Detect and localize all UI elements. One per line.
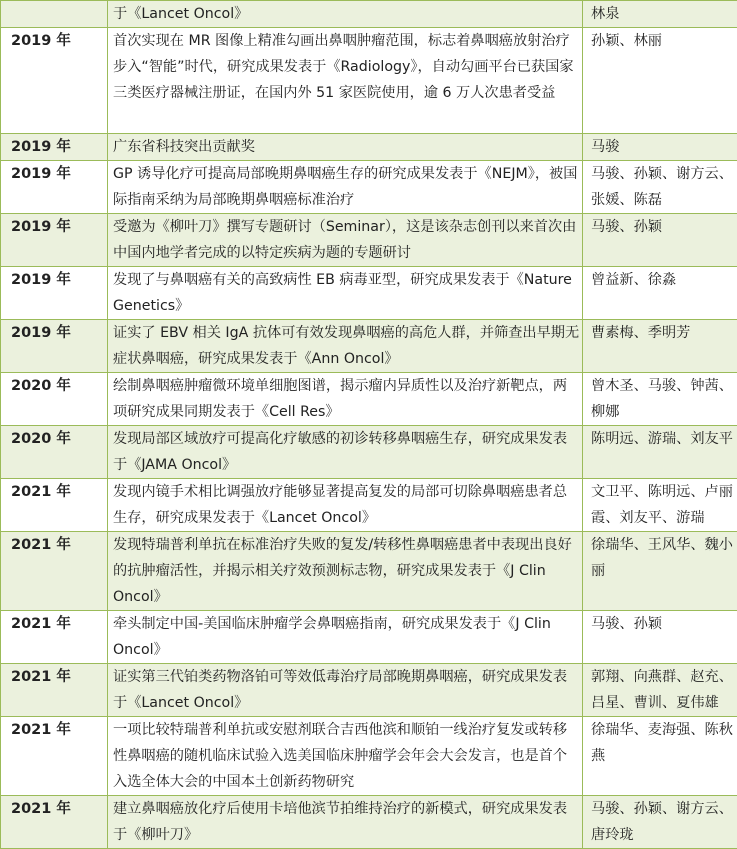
people-cell: 徐瑞华、麦海强、陈秋燕 xyxy=(583,717,737,796)
achievements-table-body xyxy=(1,1,737,849)
year-cell: 2019 年 xyxy=(1,161,108,214)
description-cell: 发现内镜手术相比调强放疗能够显著提高复发的局部可切除鼻咽癌患者总生存，研究成果发表于《Lancet Oncol》 xyxy=(108,479,583,532)
year-cell: 2019 年 xyxy=(1,320,108,373)
description-cell: 建立鼻咽癌放化疗后使用卡培他滨节拍维持治疗的新模式，研究成果发表于《柳叶刀》 xyxy=(108,796,583,849)
year-cell: 2021 年 xyxy=(1,479,108,532)
people-cell: 马骏 xyxy=(583,134,737,161)
table-row xyxy=(1,1,737,28)
year-cell: 2021 年 xyxy=(1,717,108,796)
people-cell: 曾木圣、马骏、钟茜、柳娜 xyxy=(583,373,737,426)
year-cell: 2021 年 xyxy=(1,796,108,849)
description-cell: 证实第三代铂类药物洛铂可等效低毒治疗局部晚期鼻咽癌，研究成果发表于《Lancet Oncol》 xyxy=(108,664,583,717)
table-row xyxy=(1,134,737,161)
year-cell: 2020 年 xyxy=(1,426,108,479)
year-cell: 2019 年 xyxy=(1,28,108,134)
table-row xyxy=(1,214,737,267)
year-cell: 2019 年 xyxy=(1,134,108,161)
year-cell: 2021 年 xyxy=(1,611,108,664)
people-cell: 曾益新、徐淼 xyxy=(583,267,737,320)
table-row xyxy=(1,320,737,373)
people-cell: 马骏、孙颖 xyxy=(583,611,737,664)
description-cell: 受邀为《柳叶刀》撰写专题研讨（Seminar），这是该杂志创刊以来首次由中国内地学者完成的以特定疾病为题的专题研讨 xyxy=(108,214,583,267)
people-cell: 林泉 xyxy=(583,1,737,28)
description-cell: GP 诱导化疗可提高局部晚期鼻咽癌生存的研究成果发表于《NEJM》，被国际指南采纳为局部晚期鼻咽癌标准治疗 xyxy=(108,161,583,214)
year-cell: 2021 年 xyxy=(1,532,108,611)
table-row xyxy=(1,267,737,320)
people-cell: 曹素梅、季明芳 xyxy=(583,320,737,373)
table-row xyxy=(1,161,737,214)
table-row xyxy=(1,532,737,611)
year-cell: 2019 年 xyxy=(1,214,108,267)
description-cell: 发现了与鼻咽癌有关的高致病性 EB 病毒亚型，研究成果发表于《Nature Genetics》 xyxy=(108,267,583,320)
description-cell: 发现特瑞普利单抗在标准治疗失败的复发/转移性鼻咽癌患者中表现出良好的抗肿瘤活性，并揭示相关疗效预测标志物，研究成果发表于《J Clin Oncol》 xyxy=(108,532,583,611)
people-cell: 徐瑞华、王风华、魏小丽 xyxy=(583,532,737,611)
year-cell xyxy=(1,1,108,28)
table-row xyxy=(1,28,737,134)
table-row xyxy=(1,426,737,479)
year-cell: 2019 年 xyxy=(1,267,108,320)
year-cell: 2020 年 xyxy=(1,373,108,426)
description-cell: 发现局部区域放疗可提高化疗敏感的初诊转移鼻咽癌生存，研究成果发表于《JAMA Oncol》 xyxy=(108,426,583,479)
description-cell: 一项比较特瑞普利单抗或安慰剂联合吉西他滨和顺铂一线治疗复发或转移性鼻咽癌的随机临床试验入选美国临床肿瘤学会年会大会发言，也是首个入选全体大会的中国本土创新药物研究 xyxy=(108,717,583,796)
people-cell: 马骏、孙颖、谢方云、张媛、陈磊 xyxy=(583,161,737,214)
table-row xyxy=(1,717,737,796)
description-cell: 绘制鼻咽癌肿瘤微环境单细胞图谱，揭示瘤内异质性以及治疗新靶点，两项研究成果同期发表于《Cell Res》 xyxy=(108,373,583,426)
table-row xyxy=(1,611,737,664)
people-cell: 马骏、孙颖、谢方云、唐玲珑 xyxy=(583,796,737,849)
people-cell: 文卫平、陈明远、卢丽霞、刘友平、游瑞 xyxy=(583,479,737,532)
table-row xyxy=(1,796,737,849)
people-cell: 陈明远、游瑞、刘友平 xyxy=(583,426,737,479)
people-cell: 孙颖、林丽 xyxy=(583,28,737,134)
table-row xyxy=(1,373,737,426)
table-row xyxy=(1,479,737,532)
year-cell: 2021 年 xyxy=(1,664,108,717)
people-cell: 郭翔、向燕群、赵充、吕星、曹训、夏伟雄 xyxy=(583,664,737,717)
description-cell: 首次实现在 MR 图像上精准勾画出鼻咽肿瘤范围，标志着鼻咽癌放射治疗步入“智能”时代，研究成果发表于《Radiology》，自动勾画平台已获国家三类医疗器械注册证，在国内外 51 家医院使用，逾 6 万人次患者受益 xyxy=(108,28,583,134)
description-cell: 证实了 EBV 相关 IgA 抗体可有效发现鼻咽癌的高危人群，并筛查出早期无症状鼻咽癌，研究成果发表于《Ann Oncol》 xyxy=(108,320,583,373)
people-cell: 马骏、孙颖 xyxy=(583,214,737,267)
description-cell: 于《Lancet Oncol》 xyxy=(108,1,583,28)
table-row xyxy=(1,664,737,717)
description-cell: 广东省科技突出贡献奖 xyxy=(108,134,583,161)
description-cell: 牵头制定中国-美国临床肿瘤学会鼻咽癌指南，研究成果发表于《J Clin Oncol》 xyxy=(108,611,583,664)
